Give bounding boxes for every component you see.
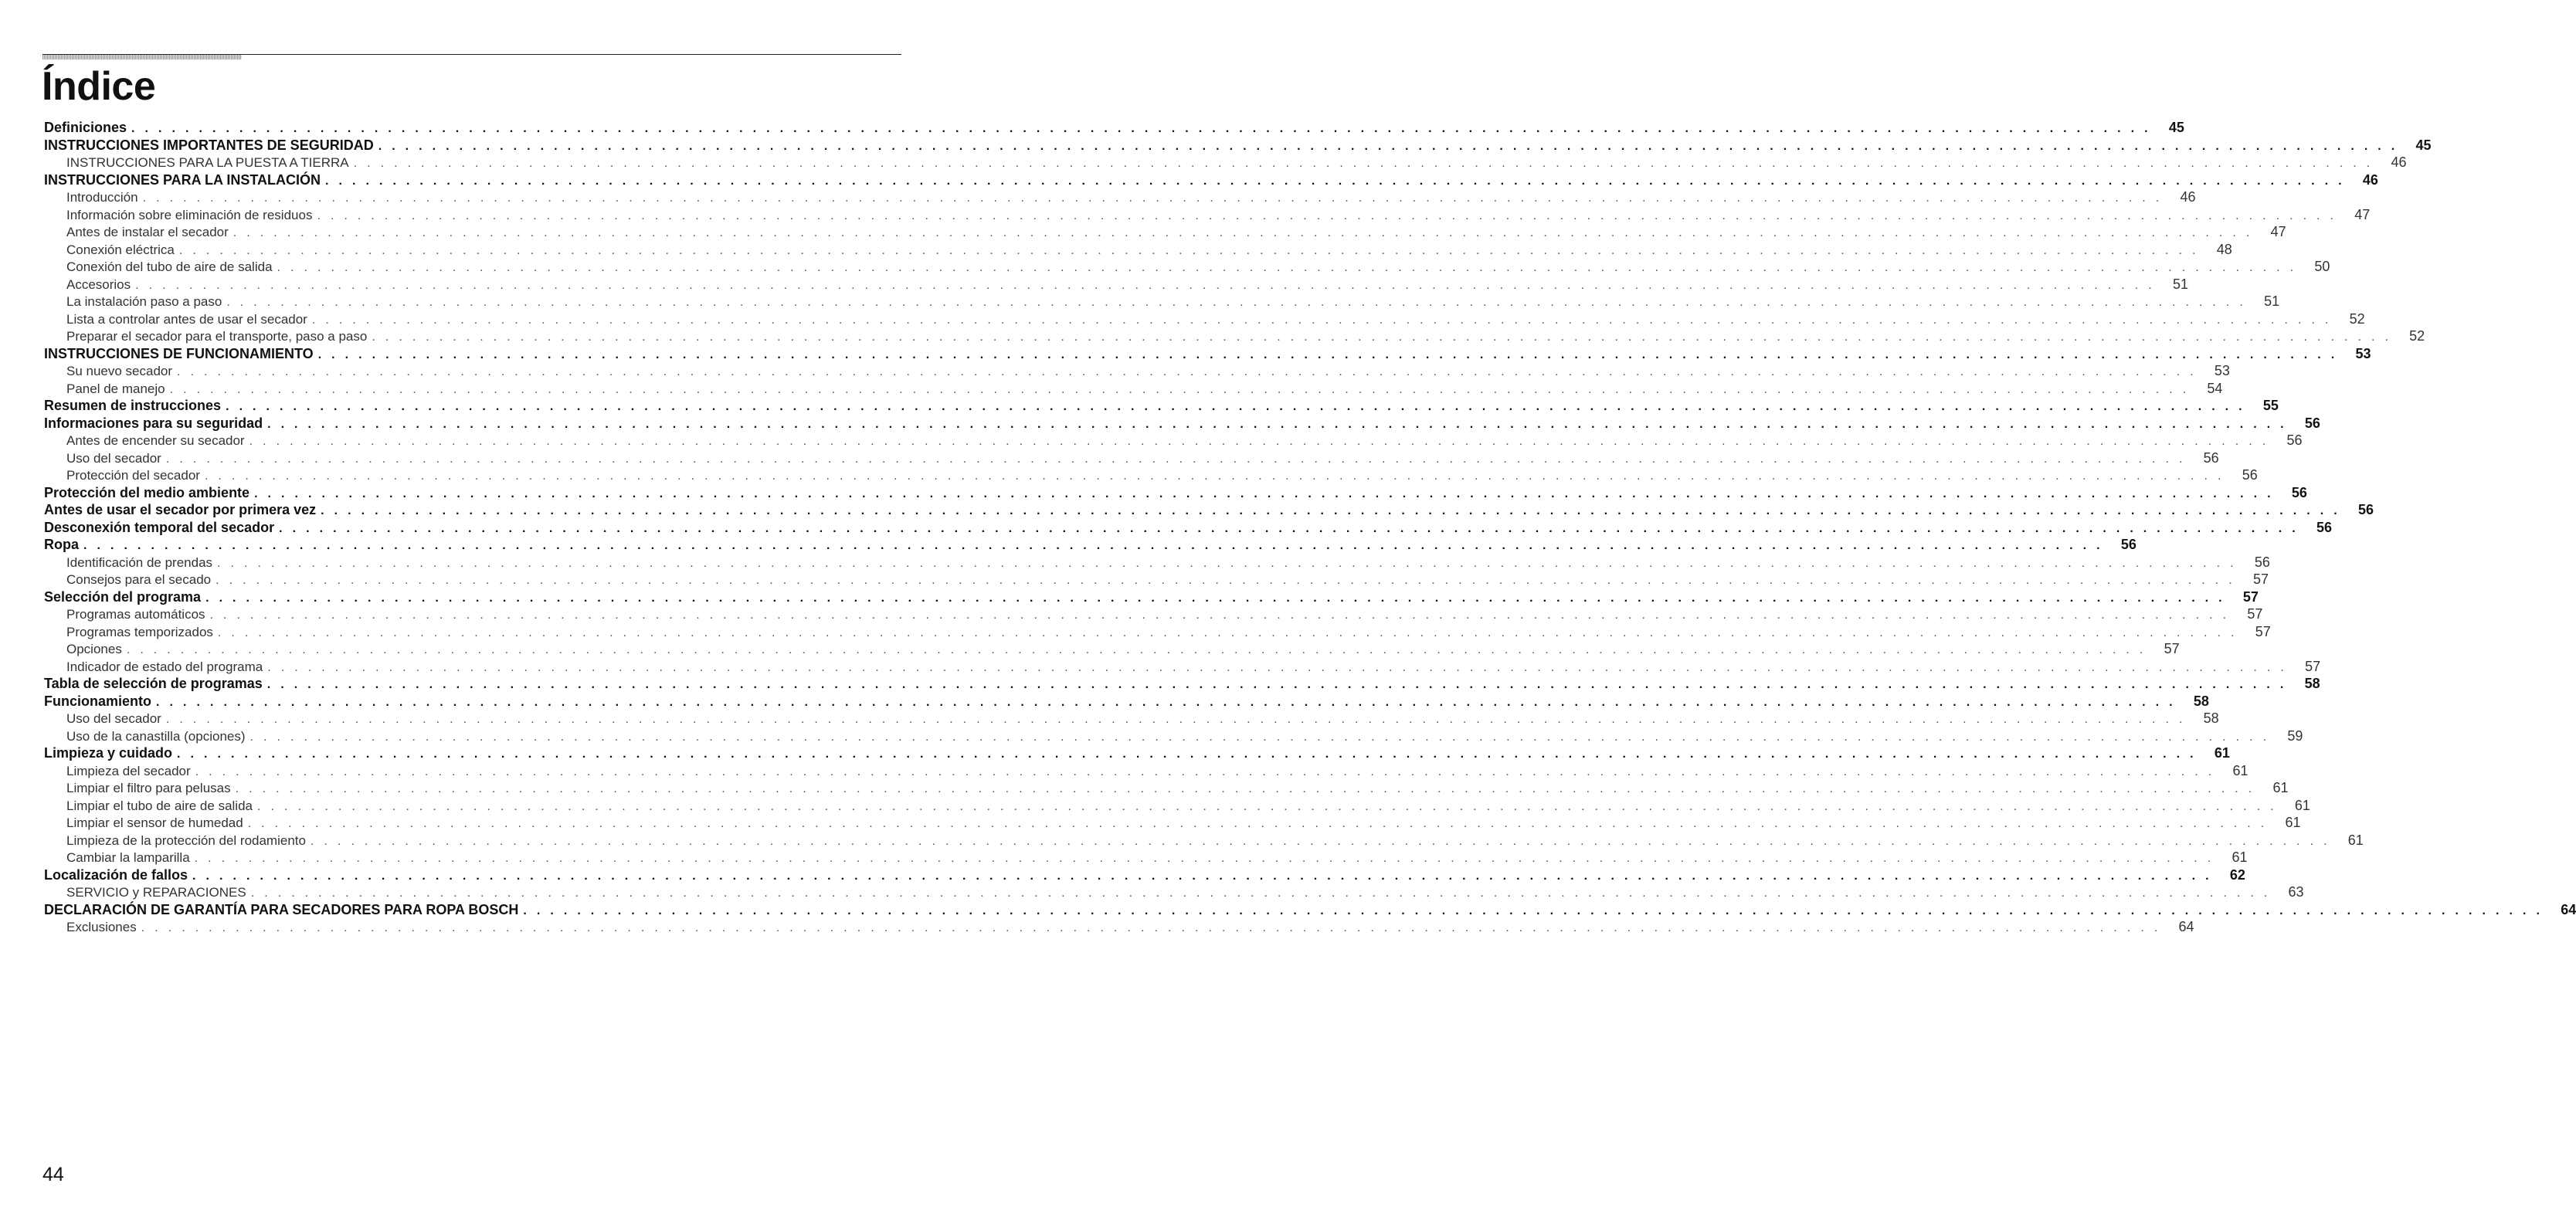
- toc-entry-page: 63: [2288, 884, 2304, 900]
- toc-entry-page: 50: [2314, 259, 2330, 274]
- dot-leader: . . . . . . . . . . . . . . . . . . . . . . . . . . . . . . . . . . . . . . . . . . . . . . . . . . . . . . . . . . . . . . . . . . . . . . . . . . . . . . . . . . . . . . . . . . . . . . . . . . . . . . . . . . . . . . . . . . . . . . . . . . . . . . . . . . . . . . . . . . . . . . . . . . . . . .: [247, 817, 2268, 830]
- toc-entry-label: Preparar el secador para el transporte, paso a paso: [66, 329, 368, 344]
- toc-entry-page: 55: [2262, 398, 2279, 413]
- toc-entry-label: Desconexión temporal del secador: [44, 519, 275, 535]
- toc-subentry[interactable]: [44, 223, 2286, 241]
- toc-entry-page: 48: [2216, 241, 2232, 257]
- toc-subentry[interactable]: [44, 623, 2271, 641]
- toc-entry-page: 64: [2561, 901, 2576, 917]
- toc-entry-page: 58: [2203, 710, 2219, 726]
- toc-entry-label: INSTRUCCIONES PARA LA PUESTA A TIERRA: [66, 155, 349, 170]
- toc-entry-label: Antes de encender su secador: [66, 433, 245, 448]
- page-number: 44: [42, 1164, 64, 1185]
- toc-entry[interactable]: [44, 901, 2576, 919]
- toc-subentry[interactable]: [44, 466, 2258, 484]
- toc-entry-page: 56: [2254, 554, 2270, 570]
- toc-entry-label: DECLARACIÓN DE GARANTÍA PARA SECADORES PARA ROPA BOSCH: [44, 901, 519, 917]
- toc-subentry[interactable]: [44, 814, 2301, 832]
- toc-entry[interactable]: [44, 866, 2245, 884]
- toc-entry-label: Antes de instalar el secador: [66, 225, 229, 239]
- toc-entry-page: 58: [2193, 693, 2209, 709]
- toc-entry-label: Localización de fallos: [44, 866, 188, 883]
- toc-entry-page: 46: [2362, 171, 2378, 188]
- toc-entry-page: 53: [2355, 345, 2371, 361]
- toc-entry-page: 46: [2391, 154, 2407, 170]
- toc-entry[interactable]: [44, 536, 2136, 554]
- dot-leader: . . . . . . . . . . . . . . . . . . . . . . . . . . . . . . . . . . . . . . . . . . . . . . . . . . . . . . . . . . . . . . . . . . . . . . . . . . . . . . . . . . . . . . . . . . . . . . . . . . . . . . . . . . . . . . . . . . . . . . . . . . . . . . . . . . . . . . . . . . . . . . . . . . . . . .: [226, 296, 2247, 309]
- toc-entry[interactable]: [44, 744, 2230, 762]
- toc-entry[interactable]: [44, 137, 2432, 154]
- dot-leader: . . . . . . . . . . . . . . . . . . . . . . . . . . . . . . . . . . . . . . . . . . . . . . . . . . . . . . . . . . . . . . . . . . . . . . . . . . . . . . . . . . . . . . . . . . . . . . . . . . . . . . . . . . . . . . . . . . . . . . . . . . . . . . . . . . . . . . . . . . . . . . . . . . . . . .: [317, 209, 2337, 222]
- dot-leader: . . . . . . . . . . . . . . . . . . . . . . . . . . . . . . . . . . . . . . . . . . . . . . . . . . . . . . . . . . . . . . . . . . . . . . . . . . . . . . . . . . . . . . . . . . . . . . . . . . . . . . . . . . . . . . . . . . . . . . . . . . . . . . . . . . . . . . . . . . . . . . . . . . . . . .: [177, 365, 2197, 378]
- toc-entry-label: Conexión del tubo de aire de salida: [66, 259, 273, 274]
- toc-subentry[interactable]: [44, 640, 2180, 658]
- toc-entry-label: Limpieza y cuidado: [44, 745, 173, 761]
- toc-subentry[interactable]: [44, 432, 2303, 449]
- toc-entry-page: 56: [2286, 432, 2303, 448]
- toc-entry[interactable]: [44, 397, 2279, 415]
- toc-entry-page: 47: [2270, 224, 2286, 239]
- toc-subentry[interactable]: [44, 832, 2364, 849]
- dot-leader: . . . . . . . . . . . . . . . . . . . . . . . . . . . . . . . . . . . . . . . . . . . . . . . . . . . . . . . . . . . . . . . . . . . . . . . . . . . . . . . . . . . . . . . . . . . . . . . . . . . . . . . . . . . . . . . . . . . . . . . . . . . . . . . . . . . . . . . . . . . . . . . . . . . . . .: [277, 261, 2297, 274]
- table-of-contents: [44, 119, 2576, 936]
- toc-entry-label: Cambiar la lamparilla: [66, 850, 190, 865]
- toc-subentry[interactable]: [44, 779, 2289, 797]
- dot-leader: . . . . . . . . . . . . . . . . . . . . . . . . . . . . . . . . . . . . . . . . . . . . . . . . . . . . . . . . . . . . . . . . . . . . . . . . . . . . . . . . . . . . . . . . . . . . . . . . . . . . . . . . . . . . . . . . . . . . . . . . . . . . . . . . . . . . . . . . . . . . . . . . . . . . . .: [249, 435, 2269, 448]
- toc-entry-page: 59: [2287, 727, 2303, 744]
- toc-entry-page: 52: [2349, 310, 2365, 327]
- toc-entry-label: Introducción: [66, 190, 138, 205]
- dot-leader: . . . . . . . . . . . . . . . . . . . . . . . . . . . . . . . . . . . . . . . . . . . . . . . . . . . . . . . . . . . . . . . . . . . . . . . . . . . . . . . . . . . . . . . . . . . . . . . . . . . . . . . . . . . . . . . . . . . . . . . . . . . . . . . . . . . . . . . . . . . . . . . . . . . . . .: [372, 331, 2392, 344]
- toc-entry-page: 45: [2168, 120, 2184, 135]
- toc-entry[interactable]: [44, 501, 2374, 519]
- dot-leader: . . . . . . . . . . . . . . . . . . . . . . . . . . . . . . . . . . . . . . . . . . . . . . . . . . . . . . . . . . . . . . . . . . . . . . . . . . . . . . . . . . . . . . . . . . . . . . . . . . . . . . . . . . . . . . . . . . . . . . . . . . . . . . . . . . . . . . . . . . . . . . . . . . . . . .: [250, 887, 2271, 900]
- toc-entry-label: Información sobre eliminación de residuos: [66, 207, 313, 222]
- toc-subentry[interactable]: [44, 154, 2407, 171]
- dot-leader: . . . . . . . . . . . . . . . . . . . . . . . . . . . . . . . . . . . . . . . . . . . . . . . . . . . . . . . . . . . . . . . . . . . . . . . . . . . . . . . . . . . . . . . . . . . . . . . . . . . . . . . . . . . . . . . . . . . . . . . . . . . . . . . . . . . . . . . . . . . . . . . . . . . . . .: [523, 904, 2544, 917]
- toc-entry-page: 51: [2264, 293, 2280, 309]
- toc-subentry[interactable]: [44, 276, 2188, 293]
- toc-entry-label: Protección del medio ambiente: [44, 484, 250, 500]
- dot-leader: . . . . . . . . . . . . . . . . . . . . . . . . . . . . . . . . . . . . . . . . . . . . . . . . . . . . . . . . . . . . . . . . . . . . . . . . . . . . . . . . . . . . . . . . . . . . . . . . . . . . . . . . . . . . . . . . . . . . . . . . . . . . . . . . . . . . . . . . . . . . . . . . . . . . . .: [204, 470, 2225, 483]
- toc-entry-label: Exclusiones: [66, 920, 137, 934]
- dot-leader: . . . . . . . . . . . . . . . . . . . . . . . . . . . . . . . . . . . . . . . . . . . . . . . . . . . . . . . . . . . . . . . . . . . . . . . . . . . . . . . . . . . . . . . . . . . . . . . . . . . . . . . . . . . . . . . . . . . . . . . . . . . . . . . . . . . . . . . . . . . . . . . . . . . . . .: [195, 765, 2215, 778]
- toc-subentry[interactable]: [44, 449, 2219, 467]
- dot-leader: . . . . . . . . . . . . . . . . . . . . . . . . . . . . . . . . . . . . . . . . . . . . . . . . . . . . . . . . . . . . . . . . . . . . . . . . . . . . . . . . . . . . . . . . . . . . . . . . . . . . . . . . . . . . . . . . . . . . . . . . . . . . . . . . . . . . . . . . . . . . . . . . . . . . . .: [194, 852, 2215, 865]
- toc-entry-label: La instalación paso a paso: [66, 294, 222, 309]
- dot-leader: . . . . . . . . . . . . . . . . . . . . . . . . . . . . . . . . . . . . . . . . . . . . . . . . . . . . . . . . . . . . . . . . . . . . . . . . . . . . . . . . . . . . . . . . . . . . . . . . . . . . . . . . . . . . . . . . . . . . . . . . . . . . . . . . . . . . . . . . . . . . . . . . . . . . . .: [226, 400, 2245, 413]
- dot-leader: . . . . . . . . . . . . . . . . . . . . . . . . . . . . . . . . . . . . . . . . . . . . . . . . . . . . . . . . . . . . . . . . . . . . . . . . . . . . . . . . . . . . . . . . . . . . . . . . . . . . . . . . . . . . . . . . . . . . . . . . . . . . . . . . . . . . . . . . . . . . . . . . . . . . . .: [177, 748, 2197, 761]
- toc-entry-label: Tabla de selección de programas: [44, 676, 263, 691]
- dot-leader: . . . . . . . . . . . . . . . . . . . . . . . . . . . . . . . . . . . . . . . . . . . . . . . . . . . . . . . . . . . . . . . . . . . . . . . . . . . . . . . . . . . . . . . . . . . . . . . . . . . . . . . . . . . . . . . . . . . . . . . . . . . . . . . . . . . . . . . . . . . . . . . . . . . . . .: [131, 122, 2151, 135]
- toc-subentry[interactable]: [44, 605, 2263, 623]
- toc-subentry[interactable]: [44, 797, 2310, 815]
- toc-entry-page: 53: [2214, 363, 2230, 378]
- toc-subentry[interactable]: [44, 206, 2371, 224]
- dot-leader: . . . . . . . . . . . . . . . . . . . . . . . . . . . . . . . . . . . . . . . . . . . . . . . . . . . . . . . . . . . . . . . . . . . . . . . . . . . . . . . . . . . . . . . . . . . . . . . . . . . . . . . . . . . . . . . . . . . . . . . . . . . . . . . . . . . . . . . . . . . . . . . . . . . . . .: [267, 660, 2288, 674]
- toc-entry-label: Indicador de estado del programa: [66, 659, 263, 674]
- toc-entry-page: 51: [2172, 276, 2188, 292]
- dot-leader: . . . . . . . . . . . . . . . . . . . . . . . . . . . . . . . . . . . . . . . . . . . . . . . . . . . . . . . . . . . . . . . . . . . . . . . . . . . . . . . . . . . . . . . . . . . . . . . . . . . . . . . . . . . . . . . . . . . . . . . . . . . . . . . . . . . . . . . . . . . . . . . . . . . . . .: [192, 869, 2212, 883]
- toc-entry-page: 56: [2242, 467, 2258, 483]
- dot-leader: . . . . . . . . . . . . . . . . . . . . . . . . . . . . . . . . . . . . . . . . . . . . . . . . . . . . . . . . . . . . . . . . . . . . . . . . . . . . . . . . . . . . . . . . . . . . . . . . . . . . . . . . . . . . . . . . . . . . . . . . . . . . . . . . . . . . . . . . . . . . . . . . . . . . . .: [232, 226, 2253, 239]
- toc-entry-label: Ropa: [44, 537, 79, 552]
- dot-leader: . . . . . . . . . . . . . . . . . . . . . . . . . . . . . . . . . . . . . . . . . . . . . . . . . . . . . . . . . . . . . . . . . . . . . . . . . . . . . . . . . . . . . . . . . . . . . . . . . . . . . . . . . . . . . . . . . . . . . . . . . . . . . . . . . . . . . . . . . . . . . . . . . . . . . .: [249, 730, 2270, 744]
- toc-entry-label: Limpieza de la protección del rodamiento: [66, 832, 306, 848]
- dot-leader: . . . . . . . . . . . . . . . . . . . . . . . . . . . . . . . . . . . . . . . . . . . . . . . . . . . . . . . . . . . . . . . . . . . . . . . . . . . . . . . . . . . . . . . . . . . . . . . . . . . . . . . . . . . . . . . . . . . . . . . . . . . . . . . . . . . . . . . . . . . . . . . . . . . . . .: [217, 626, 2238, 639]
- toc-subentry[interactable]: [44, 188, 2196, 206]
- dot-leader: . . . . . . . . . . . . . . . . . . . . . . . . . . . . . . . . . . . . . . . . . . . . . . . . . . . . . . . . . . . . . . . . . . . . . . . . . . . . . . . . . . . . . . . . . . . . . . . . . . . . . . . . . . . . . . . . . . . . . . . . . . . . . . . . . . . . . . . . . . . . . . . . . . . . . .: [267, 417, 2287, 431]
- toc-subentry[interactable]: [44, 918, 2194, 936]
- dot-leader: . . . . . . . . . . . . . . . . . . . . . . . . . . . . . . . . . . . . . . . . . . . . . . . . . . . . . . . . . . . . . . . . . . . . . . . . . . . . . . . . . . . . . . . . . . . . . . . . . . . . . . . . . . . . . . . . . . . . . . . . . . . . . . . . . . . . . . . . . . . . . . . . . . . . . .: [83, 539, 2103, 552]
- toc-entry[interactable]: [44, 588, 2259, 606]
- toc-entry-page: 61: [2214, 745, 2230, 761]
- dot-leader: . . . . . . . . . . . . . . . . . . . . . . . . . . . . . . . . . . . . . . . . . . . . . . . . . . . . . . . . . . . . . . . . . . . . . . . . . . . . . . . . . . . . . . . . . . . . . . . . . . . . . . . . . . . . . . . . . . . . . . . . . . . . . . . . . . . . . . . . . . . . . . . . . . . . . .: [165, 452, 2186, 466]
- toc-entry-page: 61: [2272, 780, 2289, 795]
- toc-subentry[interactable]: [44, 883, 2304, 901]
- dot-leader: . . . . . . . . . . . . . . . . . . . . . . . . . . . . . . . . . . . . . . . . . . . . . . . . . . . . . . . . . . . . . . . . . . . . . . . . . . . . . . . . . . . . . . . . . . . . . . . . . . . . . . . . . . . . . . . . . . . . . . . . . . . . . . . . . . . . . . . . . . . . . . . . . . . . . .: [266, 678, 2287, 691]
- toc-entry-label: Limpiar el sensor de humedad: [66, 815, 243, 830]
- dot-leader: . . . . . . . . . . . . . . . . . . . . . . . . . . . . . . . . . . . . . . . . . . . . . . . . . . . . . . . . . . . . . . . . . . . . . . . . . . . . . . . . . . . . . . . . . . . . . . . . . . . . . . . . . . . . . . . . . . . . . . . . . . . . . . . . . . . . . . . . . . . . . . . . . . . . . .: [141, 921, 2161, 934]
- toc-entry-page: 47: [2354, 206, 2371, 222]
- toc-entry-page: 45: [2415, 137, 2432, 153]
- toc-entry-label: Informaciones para su seguridad: [44, 415, 263, 431]
- toc-entry-page: 56: [2304, 415, 2320, 431]
- toc-entry-label: Selección del programa: [44, 588, 202, 605]
- toc-entry-page: 57: [2247, 606, 2263, 622]
- toc-subentry[interactable]: [44, 658, 2321, 676]
- toc-subentry[interactable]: [44, 571, 2269, 588]
- toc-subentry[interactable]: [44, 380, 2223, 398]
- toc-entry-label: Programas automáticos: [66, 607, 205, 622]
- toc-subentry[interactable]: [44, 710, 2219, 727]
- toc-entry[interactable]: [44, 171, 2378, 189]
- toc-entry-label: Uso del secador: [66, 450, 161, 466]
- toc-entry-label: Funcionamiento: [44, 693, 151, 709]
- toc-subentry[interactable]: [44, 362, 2230, 380]
- toc-subentry[interactable]: [44, 327, 2425, 345]
- toc-entry-label: INSTRUCCIONES PARA LA INSTALACIÓN: [44, 171, 321, 188]
- toc-subentry[interactable]: [44, 293, 2280, 310]
- toc-entry-page: 58: [2304, 676, 2320, 691]
- toc-entry-label: Identificación de prendas: [66, 554, 213, 570]
- toc-entry-page: 64: [2178, 919, 2194, 934]
- toc-entry-label: Limpiar el filtro para pelusas: [66, 781, 231, 795]
- toc-entry-label: Su nuevo secador: [66, 364, 173, 378]
- toc-entry-label: Opciones: [66, 642, 122, 656]
- toc-entry-label: Protección del secador: [66, 468, 200, 483]
- toc-entry-label: Antes de usar el secador por primera vez: [44, 502, 317, 517]
- toc-entry[interactable]: [44, 484, 2307, 502]
- toc-entry-page: 54: [2207, 380, 2223, 396]
- toc-entry[interactable]: [44, 519, 2332, 537]
- header-accent-bar: [42, 55, 242, 59]
- dot-leader: . . . . . . . . . . . . . . . . . . . . . . . . . . . . . . . . . . . . . . . . . . . . . . . . . . . . . . . . . . . . . . . . . . . . . . . . . . . . . . . . . . . . . . . . . . . . . . . . . . . . . . . . . . . . . . . . . . . . . . . . . . . . . . . . . . . . . . . . . . . . . . . . . . . . . .: [178, 243, 2199, 257]
- toc-subentry[interactable]: [44, 241, 2232, 259]
- toc-subentry[interactable]: [44, 762, 2248, 780]
- toc-subentry[interactable]: [44, 258, 2330, 276]
- toc-entry-page: 62: [2229, 866, 2245, 883]
- dot-leader: . . . . . . . . . . . . . . . . . . . . . . . . . . . . . . . . . . . . . . . . . . . . . . . . . . . . . . . . . . . . . . . . . . . . . . . . . . . . . . . . . . . . . . . . . . . . . . . . . . . . . . . . . . . . . . . . . . . . . . . . . . . . . . . . . . . . . . . . . . . . . . . . . . . . . .: [353, 157, 2374, 170]
- toc-subentry[interactable]: [44, 310, 2365, 328]
- toc-entry[interactable]: [44, 415, 2320, 432]
- toc-entry-page: 56: [2203, 449, 2219, 466]
- toc-entry[interactable]: [44, 693, 2209, 710]
- toc-entry-label: Panel de manejo: [66, 381, 165, 396]
- dot-leader: . . . . . . . . . . . . . . . . . . . . . . . . . . . . . . . . . . . . . . . . . . . . . . . . . . . . . . . . . . . . . . . . . . . . . . . . . . . . . . . . . . . . . . . . . . . . . . . . . . . . . . . . . . . . . . . . . . . . . . . . . . . . . . . . . . . . . . . . . . . . . . . . . . . . . .: [156, 695, 2176, 709]
- page-title: Índice: [42, 64, 156, 109]
- dot-leader: . . . . . . . . . . . . . . . . . . . . . . . . . . . . . . . . . . . . . . . . . . . . . . . . . . . . . . . . . . . . . . . . . . . . . . . . . . . . . . . . . . . . . . . . . . . . . . . . . . . . . . . . . . . . . . . . . . . . . . . . . . . . . . . . . . . . . . . . . . . . . . . . . . . . . .: [317, 348, 2338, 361]
- dot-leader: . . . . . . . . . . . . . . . . . . . . . . . . . . . . . . . . . . . . . . . . . . . . . . . . . . . . . . . . . . . . . . . . . . . . . . . . . . . . . . . . . . . . . . . . . . . . . . . . . . . . . . . . . . . . . . . . . . . . . . . . . . . . . . . . . . . . . . . . . . . . . . . . . . . . . .: [325, 174, 2345, 188]
- toc-entry-page: 56: [2357, 502, 2374, 517]
- dot-leader: . . . . . . . . . . . . . . . . . . . . . . . . . . . . . . . . . . . . . . . . . . . . . . . . . . . . . . . . . . . . . . . . . . . . . . . . . . . . . . . . . . . . . . . . . . . . . . . . . . . . . . . . . . . . . . . . . . . . . . . . . . . . . . . . . . . . . . . . . . . . . . . . . . . . . .: [135, 278, 2155, 292]
- dot-leader: . . . . . . . . . . . . . . . . . . . . . . . . . . . . . . . . . . . . . . . . . . . . . . . . . . . . . . . . . . . . . . . . . . . . . . . . . . . . . . . . . . . . . . . . . . . . . . . . . . . . . . . . . . . . . . . . . . . . . . . . . . . . . . . . . . . . . . . . . . . . . . . . . . . . . .: [311, 313, 2332, 327]
- toc-entry-label: Programas temporizados: [66, 624, 213, 639]
- toc-entry-page: 56: [2120, 537, 2136, 552]
- toc-entry-label: Definiciones: [44, 120, 127, 135]
- toc-entry-label: Uso del secador: [66, 711, 161, 726]
- toc-entry-page: 61: [2232, 762, 2248, 778]
- toc-entry[interactable]: [44, 345, 2371, 363]
- dot-leader: . . . . . . . . . . . . . . . . . . . . . . . . . . . . . . . . . . . . . . . . . . . . . . . . . . . . . . . . . . . . . . . . . . . . . . . . . . . . . . . . . . . . . . . . . . . . . . . . . . . . . . . . . . . . . . . . . . . . . . . . . . . . . . . . . . . . . . . . . . . . . . . . . . . . . .: [209, 609, 2230, 622]
- toc-entry[interactable]: [44, 119, 2184, 137]
- dot-leader: . . . . . . . . . . . . . . . . . . . . . . . . . . . . . . . . . . . . . . . . . . . . . . . . . . . . . . . . . . . . . . . . . . . . . . . . . . . . . . . . . . . . . . . . . . . . . . . . . . . . . . . . . . . . . . . . . . . . . . . . . . . . . . . . . . . . . . . . . . . . . . . . . . . . . .: [217, 556, 2237, 570]
- toc-entry-label: Uso de la canastilla (opciones): [66, 728, 246, 744]
- toc-entry-page: 57: [2305, 658, 2321, 674]
- toc-entry-label: Accesorios: [66, 276, 131, 292]
- toc-entry-page: 46: [2180, 189, 2196, 205]
- toc-subentry[interactable]: [44, 849, 2248, 866]
- toc-entry-page: 61: [2285, 815, 2301, 830]
- dot-leader: . . . . . . . . . . . . . . . . . . . . . . . . . . . . . . . . . . . . . . . . . . . . . . . . . . . . . . . . . . . . . . . . . . . . . . . . . . . . . . . . . . . . . . . . . . . . . . . . . . . . . . . . . . . . . . . . . . . . . . . . . . . . . . . . . . . . . . . . . . . . . . . . . . . . . .: [256, 799, 2277, 813]
- toc-entry-page: 52: [2409, 328, 2425, 344]
- toc-entry-page: 57: [2255, 623, 2271, 639]
- toc-subentry[interactable]: [44, 554, 2270, 571]
- toc-entry-label: Resumen de instrucciones: [44, 398, 222, 413]
- dot-leader: . . . . . . . . . . . . . . . . . . . . . . . . . . . . . . . . . . . . . . . . . . . . . . . . . . . . . . . . . . . . . . . . . . . . . . . . . . . . . . . . . . . . . . . . . . . . . . . . . . . . . . . . . . . . . . . . . . . . . . . . . . . . . . . . . . . . . . . . . . . . . . . . . . . . . .: [142, 192, 2163, 205]
- dot-leader: . . . . . . . . . . . . . . . . . . . . . . . . . . . . . . . . . . . . . . . . . . . . . . . . . . . . . . . . . . . . . . . . . . . . . . . . . . . . . . . . . . . . . . . . . . . . . . . . . . . . . . . . . . . . . . . . . . . . . . . . . . . . . . . . . . . . . . . . . . . . . . . . . . . . . .: [126, 643, 2147, 656]
- dot-leader: . . . . . . . . . . . . . . . . . . . . . . . . . . . . . . . . . . . . . . . . . . . . . . . . . . . . . . . . . . . . . . . . . . . . . . . . . . . . . . . . . . . . . . . . . . . . . . . . . . . . . . . . . . . . . . . . . . . . . . . . . . . . . . . . . . . . . . . . . . . . . . . . . . . . . .: [165, 713, 2186, 726]
- toc-entry-label: SERVICIO y REPARACIONES: [66, 885, 246, 900]
- toc-entry-label: Conexión eléctrica: [66, 242, 175, 257]
- toc-entry-page: 57: [2164, 641, 2180, 656]
- dot-leader: . . . . . . . . . . . . . . . . . . . . . . . . . . . . . . . . . . . . . . . . . . . . . . . . . . . . . . . . . . . . . . . . . . . . . . . . . . . . . . . . . . . . . . . . . . . . . . . . . . . . . . . . . . . . . . . . . . . . . . . . . . . . . . . . . . . . . . . . . . . . . . . . . . . . . .: [216, 574, 2235, 587]
- toc-entry-page: 56: [2291, 484, 2307, 500]
- toc-entry-page: 57: [2252, 571, 2269, 587]
- dot-leader: . . . . . . . . . . . . . . . . . . . . . . . . . . . . . . . . . . . . . . . . . . . . . . . . . . . . . . . . . . . . . . . . . . . . . . . . . . . . . . . . . . . . . . . . . . . . . . . . . . . . . . . . . . . . . . . . . . . . . . . . . . . . . . . . . . . . . . . . . . . . . . . . . . . . . .: [254, 487, 2274, 500]
- toc-entry-label: Limpieza del secador: [66, 763, 191, 778]
- toc-entry-page: 61: [2232, 849, 2248, 865]
- toc-entry-label: Lista a controlar antes de usar el secador: [66, 311, 307, 327]
- toc-entry[interactable]: [44, 675, 2320, 693]
- toc-entry-page: 61: [2294, 797, 2310, 813]
- toc-entry-page: 57: [2242, 588, 2259, 605]
- dot-leader: . . . . . . . . . . . . . . . . . . . . . . . . . . . . . . . . . . . . . . . . . . . . . . . . . . . . . . . . . . . . . . . . . . . . . . . . . . . . . . . . . . . . . . . . . . . . . . . . . . . . . . . . . . . . . . . . . . . . . . . . . . . . . . . . . . . . . . . . . . . . . . . . . . . . . .: [279, 521, 2299, 535]
- toc-entry-page: 61: [2347, 832, 2364, 848]
- toc-entry-page: 56: [2316, 519, 2332, 535]
- dot-leader: . . . . . . . . . . . . . . . . . . . . . . . . . . . . . . . . . . . . . . . . . . . . . . . . . . . . . . . . . . . . . . . . . . . . . . . . . . . . . . . . . . . . . . . . . . . . . . . . . . . . . . . . . . . . . . . . . . . . . . . . . . . . . . . . . . . . . . . . . . . . . . . . . . . . . .: [310, 834, 2330, 848]
- dot-leader: . . . . . . . . . . . . . . . . . . . . . . . . . . . . . . . . . . . . . . . . . . . . . . . . . . . . . . . . . . . . . . . . . . . . . . . . . . . . . . . . . . . . . . . . . . . . . . . . . . . . . . . . . . . . . . . . . . . . . . . . . . . . . . . . . . . . . . . . . . . . . . . . . . . . . .: [235, 782, 2255, 795]
- dot-leader: . . . . . . . . . . . . . . . . . . . . . . . . . . . . . . . . . . . . . . . . . . . . . . . . . . . . . . . . . . . . . . . . . . . . . . . . . . . . . . . . . . . . . . . . . . . . . . . . . . . . . . . . . . . . . . . . . . . . . . . . . . . . . . . . . . . . . . . . . . . . . . . . . . . . . .: [321, 504, 2341, 517]
- toc-entry-label: INSTRUCCIONES IMPORTANTES DE SEGURIDAD: [44, 137, 374, 153]
- toc-entry-label: Consejos para el secado: [66, 572, 212, 587]
- toc-entry-label: Limpiar el tubo de aire de salida: [66, 798, 253, 813]
- toc-entry-label: INSTRUCCIONES DE FUNCIONAMIENTO: [44, 345, 314, 361]
- toc-subentry[interactable]: [44, 727, 2303, 745]
- dot-leader: . . . . . . . . . . . . . . . . . . . . . . . . . . . . . . . . . . . . . . . . . . . . . . . . . . . . . . . . . . . . . . . . . . . . . . . . . . . . . . . . . . . . . . . . . . . . . . . . . . . . . . . . . . . . . . . . . . . . . . . . . . . . . . . . . . . . . . . . . . . . . . . . . . . . . .: [205, 591, 2225, 605]
- dot-leader: . . . . . . . . . . . . . . . . . . . . . . . . . . . . . . . . . . . . . . . . . . . . . . . . . . . . . . . . . . . . . . . . . . . . . . . . . . . . . . . . . . . . . . . . . . . . . . . . . . . . . . . . . . . . . . . . . . . . . . . . . . . . . . . . . . . . . . . . . . . . . . . . . . . . . .: [378, 139, 2398, 153]
- dot-leader: . . . . . . . . . . . . . . . . . . . . . . . . . . . . . . . . . . . . . . . . . . . . . . . . . . . . . . . . . . . . . . . . . . . . . . . . . . . . . . . . . . . . . . . . . . . . . . . . . . . . . . . . . . . . . . . . . . . . . . . . . . . . . . . . . . . . . . . . . . . . . . . . . . . . . .: [169, 382, 2190, 396]
